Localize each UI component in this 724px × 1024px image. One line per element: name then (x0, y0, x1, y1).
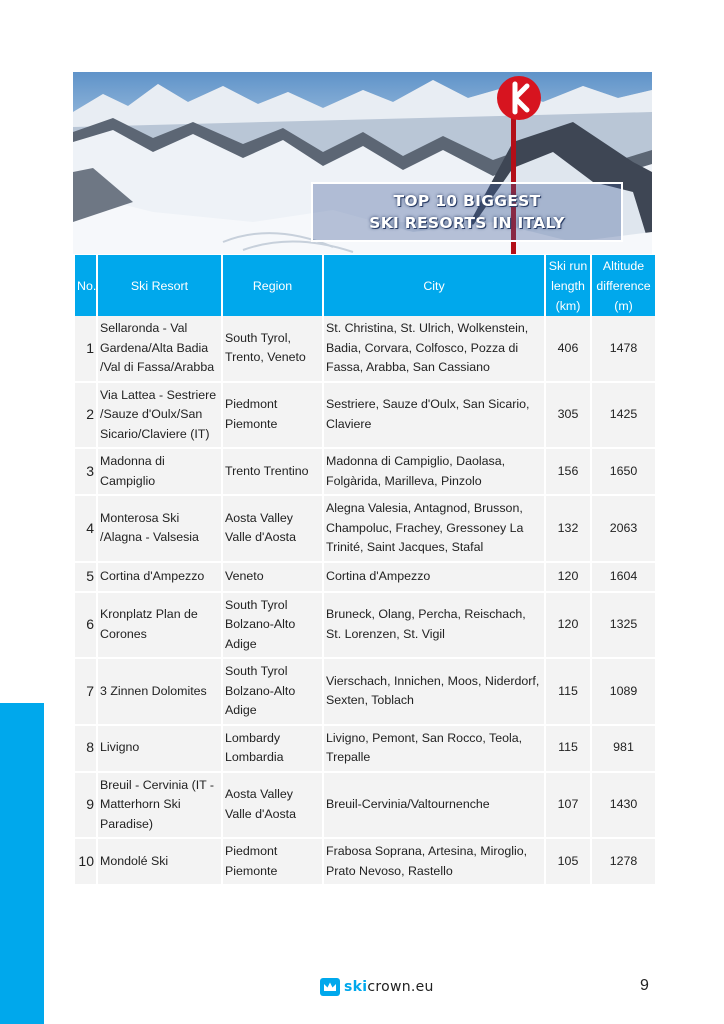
cell-region: Aosta Valley Valle d'Aosta (223, 773, 322, 840)
cell-ski-resort: Monterosa Ski /Alagna - Valsesia (98, 496, 221, 563)
header-length-line-2: length (551, 278, 585, 293)
cell-no: 3 (75, 449, 96, 496)
cell-altitude: 1604 (592, 563, 655, 593)
cell-city: Sestriere, Sauze d'Oulx, San Sicario, Claviere (324, 383, 544, 450)
cell-ski-resort: Via Lattea - Sestriere /Sauze d'Oulx/San Sicario/Claviere (IT) (98, 383, 221, 450)
page-number: 9 (640, 977, 649, 994)
cell-altitude: 1478 (592, 316, 655, 383)
cell-length: 406 (546, 316, 590, 383)
cell-ski-resort: Kronplatz Plan de Corones (98, 593, 221, 660)
cell-length: 115 (546, 726, 590, 773)
cell-city: Vierschach, Innichen, Moos, Niderdorf, Sexten, Toblach (324, 659, 544, 726)
cell-region: Aosta Valley Valle d'Aosta (223, 496, 322, 563)
cell-city: Livigno, Pemont, San Rocco, Teola, Trepalle (324, 726, 544, 773)
cell-region: Piedmont Piemonte (223, 383, 322, 450)
cell-region: South Tyrol, Trento, Veneto (223, 316, 322, 383)
hero-image (73, 72, 652, 254)
cell-altitude: 981 (592, 726, 655, 773)
table-row (75, 659, 655, 726)
table-row (75, 496, 655, 563)
cell-ski-resort: Madonna di Campiglio (98, 449, 221, 496)
cell-ski-resort: Breuil - Cervinia (IT - Matterhorn Ski Paradise) (98, 773, 221, 840)
header-altitude-difference (592, 255, 655, 316)
table-row (75, 726, 655, 773)
cell-city: Alegna Valesia, Antagnod, Brusson, Champoluc, Frachey, Gressoney La Trinité, Saint Jacques, Stafal (324, 496, 544, 563)
cell-length: 156 (546, 449, 590, 496)
header-no: No. (75, 255, 96, 316)
cell-city: Madonna di Campiglio, Daolasa, Folgàrida, Marilleva, Pinzolo (324, 449, 544, 496)
cell-city: Breuil-Cervinia/Valtournenche (324, 773, 544, 840)
cell-altitude: 1089 (592, 659, 655, 726)
cell-region: South Tyrol Bolzano-Alto Adige (223, 659, 322, 726)
cell-length: 132 (546, 496, 590, 563)
cell-no: 10 (75, 839, 96, 886)
page-title-line-2: SKI RESORTS IN ITALY (369, 214, 565, 232)
cell-altitude: 1325 (592, 593, 655, 660)
brand-name-part-1: ski (344, 979, 368, 995)
cell-region: Lombardy Lombardia (223, 726, 322, 773)
cell-no: 8 (75, 726, 96, 773)
cell-ski-resort: Mondolé Ski (98, 839, 221, 886)
table-row (75, 839, 655, 886)
header-length-line-1: Ski run (548, 258, 588, 273)
header-altitude-line-3: (m) (614, 298, 633, 313)
header-altitude-line-2: difference (596, 278, 651, 293)
table-row (75, 316, 655, 383)
table-row (75, 383, 655, 450)
cell-altitude: 1425 (592, 383, 655, 450)
cell-ski-resort: Sellaronda - Val Gardena/Alta Badia /Val di Fassa/Arabba (98, 316, 221, 383)
cell-no: 5 (75, 563, 96, 593)
cell-no: 9 (75, 773, 96, 840)
cell-ski-resort: Cortina d'Ampezzo (98, 563, 221, 593)
cell-region: Veneto (223, 563, 322, 593)
cell-no: 4 (75, 496, 96, 563)
cell-region: Trento Trentino (223, 449, 322, 496)
cell-no: 6 (75, 593, 96, 660)
cell-altitude: 1650 (592, 449, 655, 496)
cell-no: 1 (75, 316, 96, 383)
cell-altitude: 1278 (592, 839, 655, 886)
cell-city: Cortina d'Ampezzo (324, 563, 544, 593)
table-row (75, 593, 655, 660)
cell-altitude: 1430 (592, 773, 655, 840)
title-box (311, 182, 623, 242)
cell-no: 2 (75, 383, 96, 450)
cell-length: 105 (546, 839, 590, 886)
header-region: Region (223, 255, 322, 316)
cell-ski-resort: Livigno (98, 726, 221, 773)
resorts-table (73, 255, 657, 886)
cell-length: 115 (546, 659, 590, 726)
header-ski-resort: Ski Resort (98, 255, 221, 316)
cell-length: 107 (546, 773, 590, 840)
crown-icon (320, 978, 340, 996)
cell-length: 305 (546, 383, 590, 450)
header-city: City (324, 255, 544, 316)
cell-length: 120 (546, 593, 590, 660)
cell-no: 7 (75, 659, 96, 726)
header-length-line-3: (km) (555, 298, 581, 313)
table-row (75, 773, 655, 840)
cell-altitude: 2063 (592, 496, 655, 563)
cell-city: St. Christina, St. Ulrich, Wolkenstein, Badia, Corvara, Colfosco, Pozza di Fassa, Arabba, San Cassiano (324, 316, 544, 383)
header-altitude-line-1: Altitude (602, 258, 645, 273)
cell-ski-resort: 3 Zinnen Dolomites (98, 659, 221, 726)
table-row (75, 449, 655, 496)
cell-city: Bruneck, Olang, Percha, Reischach, St. Lorenzen, St. Vigil (324, 593, 544, 660)
table-header-row (75, 255, 655, 316)
cell-region: South Tyrol Bolzano-Alto Adige (223, 593, 322, 660)
cell-length: 120 (546, 563, 590, 593)
page-title-line-1: TOP 10 BIGGEST (393, 192, 541, 210)
cell-city: Frabosa Soprana, Artesina, Miroglio, Prato Nevoso, Rastello (324, 839, 544, 886)
cell-region: Piedmont Piemonte (223, 839, 322, 886)
footer-logo (320, 976, 434, 998)
side-accent-bar (0, 703, 44, 1024)
piste-sign-icon (497, 76, 541, 120)
table-row (75, 563, 655, 593)
brand-name-part-2: crown.eu (367, 979, 434, 995)
brand-name (344, 979, 434, 995)
header-ski-run-length (546, 255, 590, 316)
